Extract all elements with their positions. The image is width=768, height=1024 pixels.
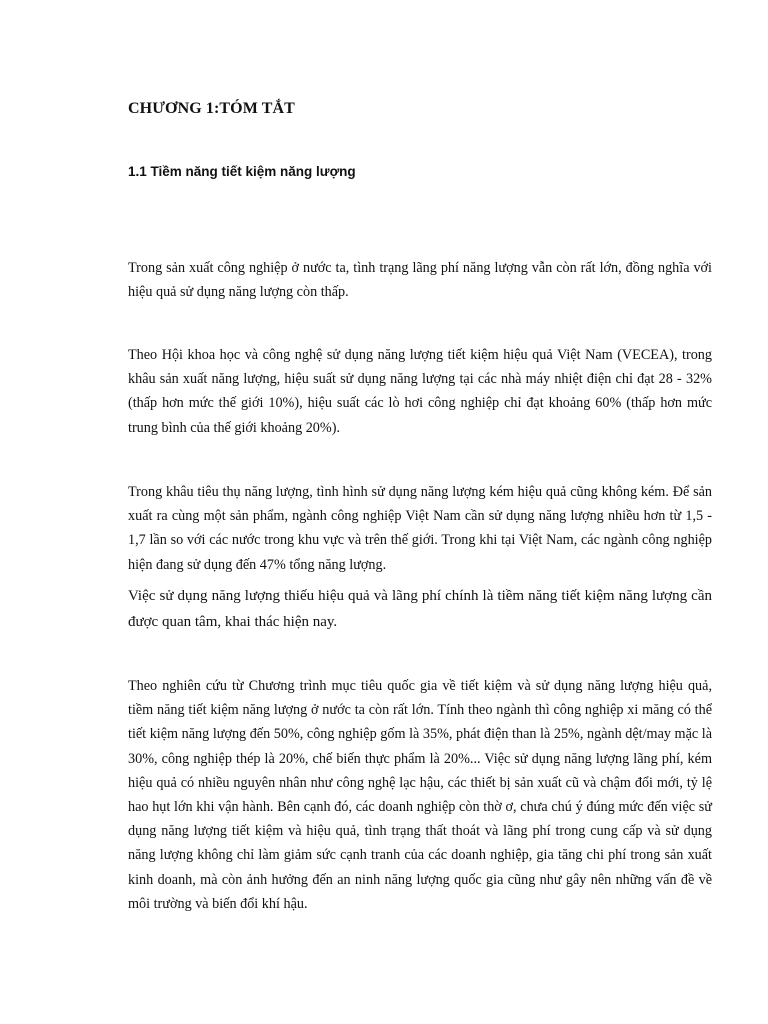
paragraph-4: Việc sử dụng năng lượng thiếu hiệu quả và lãng phí chính là tiềm năng tiết kiệm năng lượng cần được quan tâm, khai thác hiện nay. xyxy=(128,588,712,630)
paragraph-5: Theo nghiên cứu từ Chương trình mục tiêu quốc gia về tiết kiệm và sử dụng năng lượng hiệu quả, tiềm năng tiết kiệm năng lượng ở nước ta còn rất lớn. Tính theo ngành thì công nghiệp xi măng có thể tiết kiệm năng lượng đến 50%, công nghiệp gốm là 35%, phát điện than là 25%, ngành dệt/may mặc là 30%, công nghiệp thép là 20%, chế biến thực phẩm là 20%... Việc sử dụng năng lượng lãng phí, kém hiệu quả có nhiều nguyên nhân như công nghệ lạc hậu, các thiết bị sản xuất cũ và chậm đổi mới, tỷ lệ hao hụt lớn khi vận hành. Bên cạnh đó, các doanh nghiệp còn thờ ơ, chưa chú ý đúng mức đến việc sử dụng năng lượng tiết kiệm và hiệu quả, tình trạng thất thoát và lãng phí trong cung cấp và sử dụng năng lượng không chỉ làm giảm sức cạnh tranh của các doanh nghiệp, gia tăng chi phí trong sản xuất kinh doanh, mà còn ảnh hưởng đến an ninh năng lượng quốc gia cũng như gây nên những vấn đề về môi trường và biến đổi khí hậu. xyxy=(128,678,712,912)
section-heading: 1.1 Tiềm năng tiết kiệm năng lượng xyxy=(128,164,356,179)
chapter-title: CHƯƠNG 1:TÓM TẮT xyxy=(128,100,295,117)
paragraph-1: Trong sản xuất công nghiệp ở nước ta, tình trạng lãng phí năng lượng vẫn còn rất lớn, đồng nghĩa với hiệu quả sử dụng năng lượng còn thấp. xyxy=(128,260,712,301)
paragraph-2: Theo Hội khoa học và công nghệ sử dụng năng lượng tiết kiệm hiệu quả Việt Nam (VECEA), trong khâu sản xuất năng lượng, hiệu suất sử dụng năng lượng tại các nhà máy nhiệt điện chỉ đạt 28 - 32% (thấp hơn mức thế giới 10%), hiệu suất các lò hơi công nghiệp chỉ đạt khoảng 60% (thấp hơn mức trung bình của thế giới khoảng 20%). xyxy=(128,347,712,436)
paragraph-3: Trong khâu tiêu thụ năng lượng, tình hình sử dụng năng lượng kém hiệu quả cũng không kém. Để sản xuất ra cùng một sản phẩm, ngành công nghiệp Việt Nam cần sử dụng năng lượng nhiều hơn từ 1,5 - 1,7 lần so với các nước trong khu vực và trên thế giới. Trong khi tại Việt Nam, các ngành công nghiệp hiện đang sử dụng đến 47% tổng năng lượng. xyxy=(128,484,712,573)
